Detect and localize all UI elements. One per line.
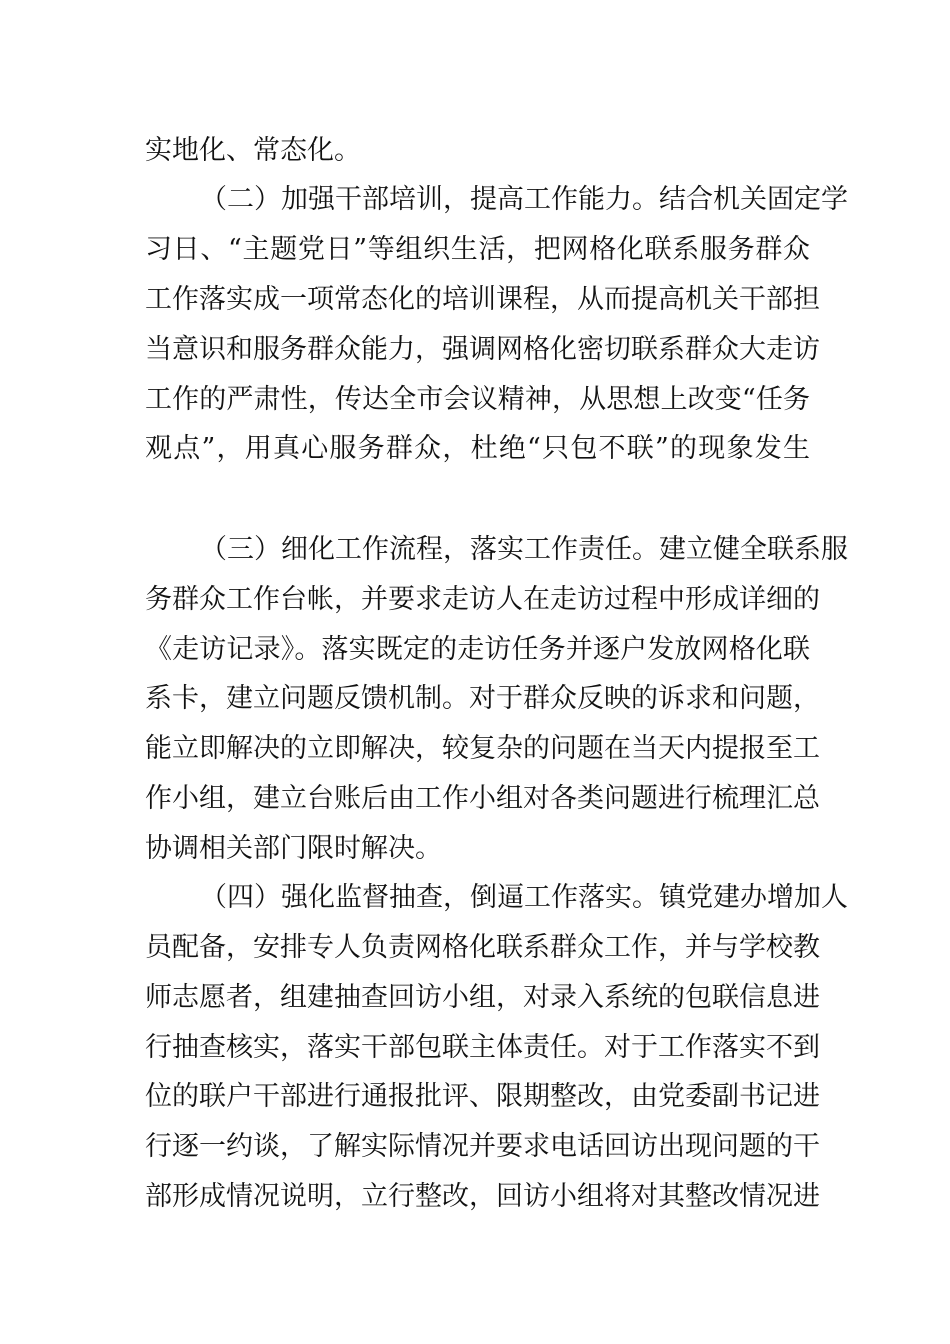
text-line: 员配备，安排专人负责网格化联系群众工作，并与学校教 <box>145 932 820 963</box>
text-line: 工作落实成一项常态化的培训课程，从而提高机关干部担 <box>145 284 820 315</box>
section-2-heading-line: （二）加强干部培训，提高工作能力。结合机关固定学 <box>200 184 848 215</box>
text-line: 行抽查核实，落实干部包联主体责任。对于工作落实不到 <box>145 1032 820 1063</box>
text-line: 务群众工作台帐，并要求走访人在走访过程中形成详细的 <box>145 584 820 615</box>
text-line: 系卡，建立问题反馈机制。对于群众反映的诉求和问题， <box>145 683 820 714</box>
text-line: 习日、“主题党日”等组织生活，把网格化联系服务群众 <box>145 234 810 265</box>
text-line: 当意识和服务群众能力，强调网格化密切联系群众大走访 <box>145 334 820 365</box>
text-line: 《走访记录》。落实既定的走访任务并逐户发放网格化联 <box>145 634 810 665</box>
text-line: 观点”，用真心服务群众，杜绝“只包不联”的现象发生 <box>145 433 810 464</box>
text-line: 作小组，建立台账后由工作小组对各类问题进行梳理汇总 <box>145 783 820 814</box>
text-line: 工作的严肃性，传达全市会议精神，从思想上改变“任务 <box>145 384 810 415</box>
text-line: 协调相关部门限时解决。 <box>145 833 442 864</box>
text-line: 行逐一约谈，了解实际情况并要求电话回访出现问题的干 <box>145 1131 820 1162</box>
section-4-heading-line: （四）强化监督抽查，倒逼工作落实。镇党建办增加人 <box>200 882 848 913</box>
section-3-heading-line: （三）细化工作流程，落实工作责任。建立健全联系服 <box>200 534 848 565</box>
text-line: 实地化、常态化。 <box>145 135 361 166</box>
text-line: 位的联户干部进行通报批评、限期整改，由党委副书记进 <box>145 1081 820 1112</box>
text-line: 部形成情况说明，立行整改，回访小组将对其整改情况进 <box>145 1181 820 1212</box>
text-line: 师志愿者，组建抽查回访小组，对录入系统的包联信息进 <box>145 982 820 1013</box>
text-line: 能立即解决的立即解决，较复杂的问题在当天内提报至工 <box>145 733 820 764</box>
